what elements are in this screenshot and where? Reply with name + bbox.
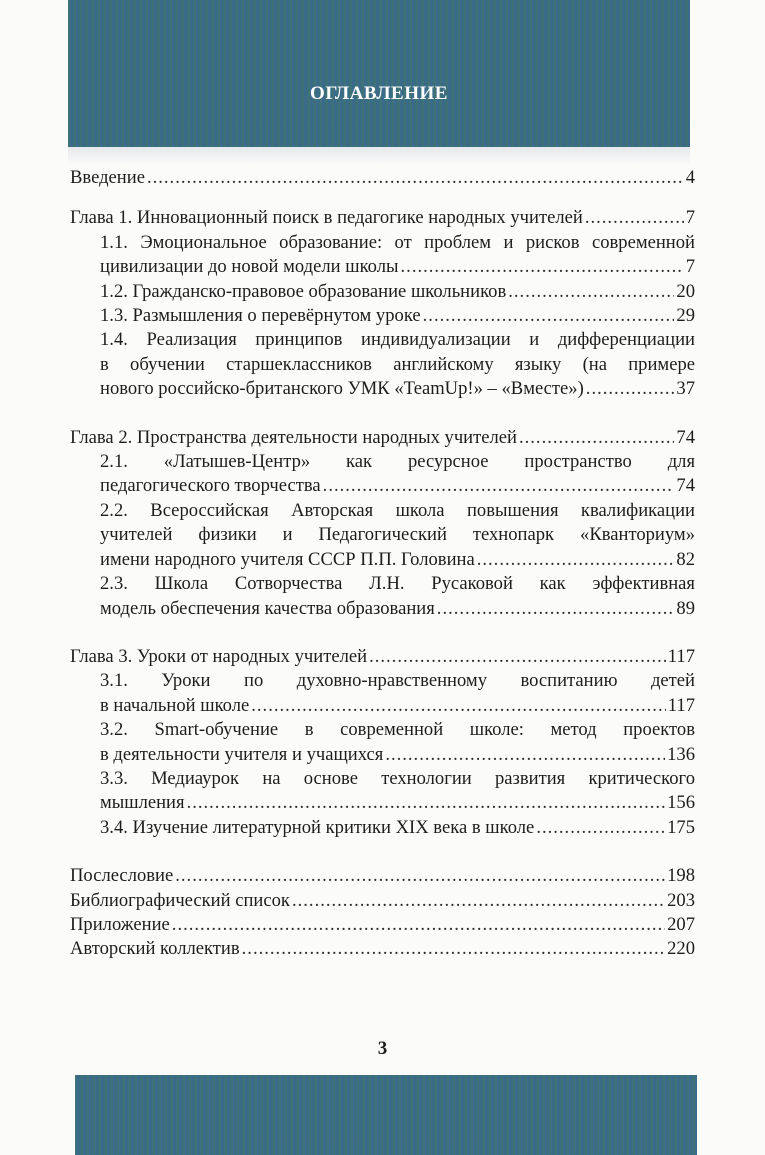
toc-entry-line: 2.3. Школа Сотворчества Л.Н. Русаковой как эффективная: [100, 573, 695, 595]
toc-entry-chapter-2[interactable]: [70, 426, 695, 450]
toc-entry-label: 3.4. Изучение литературной критики XIX века в школе: [100, 816, 535, 838]
toc-entry-label: в начальной школе: [100, 694, 250, 716]
leader-dots: [519, 426, 674, 450]
toc-page-number: 207: [667, 913, 695, 935]
toc-entry-label: нового российско-британского УМК «TeamUp!» – «Вместе»): [100, 378, 584, 400]
toc-page-number: 4: [685, 167, 695, 188]
toc-entry-section-3-4[interactable]: [70, 816, 695, 840]
toc-entry-bibliography[interactable]: [70, 889, 695, 913]
toc-entry-label: модель обеспечения качества образования: [100, 597, 435, 619]
leader-dots: [437, 597, 675, 621]
toc-entry-label: Глава 1. Инновационный поиск в педагогике народных учителей: [70, 207, 583, 229]
leader-dots: [242, 937, 665, 961]
footer-banner: [75, 1075, 697, 1155]
toc-entry-afterword[interactable]: [70, 864, 695, 888]
leader-dots: [423, 304, 675, 328]
toc-page-number: 74: [676, 475, 695, 497]
toc-page-number: 203: [667, 889, 695, 911]
leader-dots: [586, 377, 675, 401]
leader-dots: [187, 791, 666, 815]
toc-entry-section-1-1[interactable]: [70, 231, 695, 280]
toc-entry-label: Авторский коллектив: [70, 938, 240, 960]
toc-page-number: 89: [676, 597, 695, 619]
toc-entry-line: 3.2. Smart-обучение в современной школе: метод проектов: [100, 719, 695, 741]
toc-entry-label: Глава 3. Уроки от народных учителей: [70, 645, 368, 667]
toc-page-number: 117: [667, 694, 695, 716]
leader-dots: [323, 474, 675, 498]
toc-page-number: 82: [676, 548, 695, 570]
toc-entry-label: 1.3. Размышления о перевёрнутом уроке: [100, 305, 421, 327]
leader-dots: [147, 166, 684, 190]
toc-page-number: 29: [676, 305, 695, 327]
toc-entry-section-1-2[interactable]: [70, 280, 695, 304]
toc-entry-intro[interactable]: [70, 166, 695, 190]
toc-entry-label: 1.2. Гражданско-правовое образование школьников: [100, 280, 507, 302]
header-banner: [68, 0, 690, 147]
table-of-contents: [70, 166, 695, 962]
toc-page-number: 117: [667, 645, 695, 667]
leader-dots: [292, 889, 665, 913]
toc-entry-label: имени народного учителя СССР П.П. Головина: [100, 548, 475, 570]
toc-entry-label: Введение: [70, 167, 145, 188]
leader-dots: [585, 206, 684, 230]
toc-page-number: 20: [676, 280, 695, 302]
toc-entry-label: Послесловие: [70, 865, 174, 887]
leader-dots: [175, 864, 665, 888]
toc-entry-line: учителей физики и Педагогический технопарк «Кванториум»: [100, 524, 695, 546]
leader-dots: [536, 816, 665, 840]
toc-page-number: 156: [667, 792, 695, 814]
toc-page-number: 198: [667, 865, 695, 887]
toc-entry-line: 1.4. Реализация принципов индивидуализации и дифференциации: [100, 329, 695, 351]
leader-dots: [508, 280, 674, 304]
page-title: ОГЛАВЛЕНИЕ: [310, 83, 448, 104]
toc-entry-label: Приложение: [70, 913, 170, 935]
toc-page-number: 136: [667, 743, 695, 765]
toc-entry-section-3-2[interactable]: [70, 718, 695, 767]
toc-entry-line: 3.1. Уроки по духовно-нравственному воспитанию детей: [100, 670, 695, 692]
toc-entry-line: 1.1. Эмоциональное образование: от проблем и рисков современной: [100, 231, 695, 253]
toc-page-number: 7: [685, 256, 695, 278]
toc-page-number: 220: [667, 938, 695, 960]
page-number: 3: [377, 1038, 388, 1059]
toc-page-number: 175: [667, 816, 695, 838]
toc-entry-label: мышления: [100, 792, 185, 814]
toc-entry-label: Глава 2. Пространства деятельности народных учителей: [70, 426, 517, 448]
leader-dots: [477, 548, 675, 572]
leader-dots: [251, 694, 666, 718]
toc-entry-section-3-3[interactable]: [70, 767, 695, 816]
toc-page-number: 74: [676, 426, 695, 448]
toc-entry-section-1-4[interactable]: [70, 328, 695, 401]
toc-entry-section-2-2[interactable]: [70, 499, 695, 572]
toc-entry-section-3-1[interactable]: [70, 669, 695, 718]
toc-page-number: 7: [685, 207, 695, 229]
toc-entry-label: Библиографический список: [70, 889, 290, 911]
leader-dots: [401, 255, 684, 279]
toc-entry-line: 2.2. Всероссийская Авторская школа повышения квалификации: [100, 499, 695, 521]
toc-entry-section-2-1[interactable]: [70, 450, 695, 499]
toc-entry-label: в деятельности учителя и учащихся: [100, 743, 384, 765]
leader-dots: [369, 645, 666, 669]
toc-entry-chapter-1[interactable]: [70, 206, 695, 230]
toc-entry-chapter-3[interactable]: [70, 645, 695, 669]
toc-entry-appendix[interactable]: [70, 913, 695, 937]
toc-entry-line: 3.3. Медиаурок на основе технологии развития критического: [100, 767, 695, 789]
toc-entry-line: в обучении старшеклассников английскому языку (на примере: [100, 353, 695, 375]
header-banner-shadow: [68, 147, 690, 165]
toc-entry-line: 2.1. «Латышев-Центр» как ресурсное пространство для: [100, 451, 695, 473]
toc-entry-authors[interactable]: [70, 937, 695, 961]
toc-entry-label: педагогического творчества: [100, 475, 321, 497]
leader-dots: [172, 913, 665, 937]
toc-entry-section-1-3[interactable]: [70, 304, 695, 328]
toc-page-number: 37: [676, 378, 695, 400]
toc-entry-section-2-3[interactable]: [70, 572, 695, 621]
toc-entry-label: цивилизации до новой модели школы: [100, 256, 399, 278]
leader-dots: [385, 743, 665, 767]
